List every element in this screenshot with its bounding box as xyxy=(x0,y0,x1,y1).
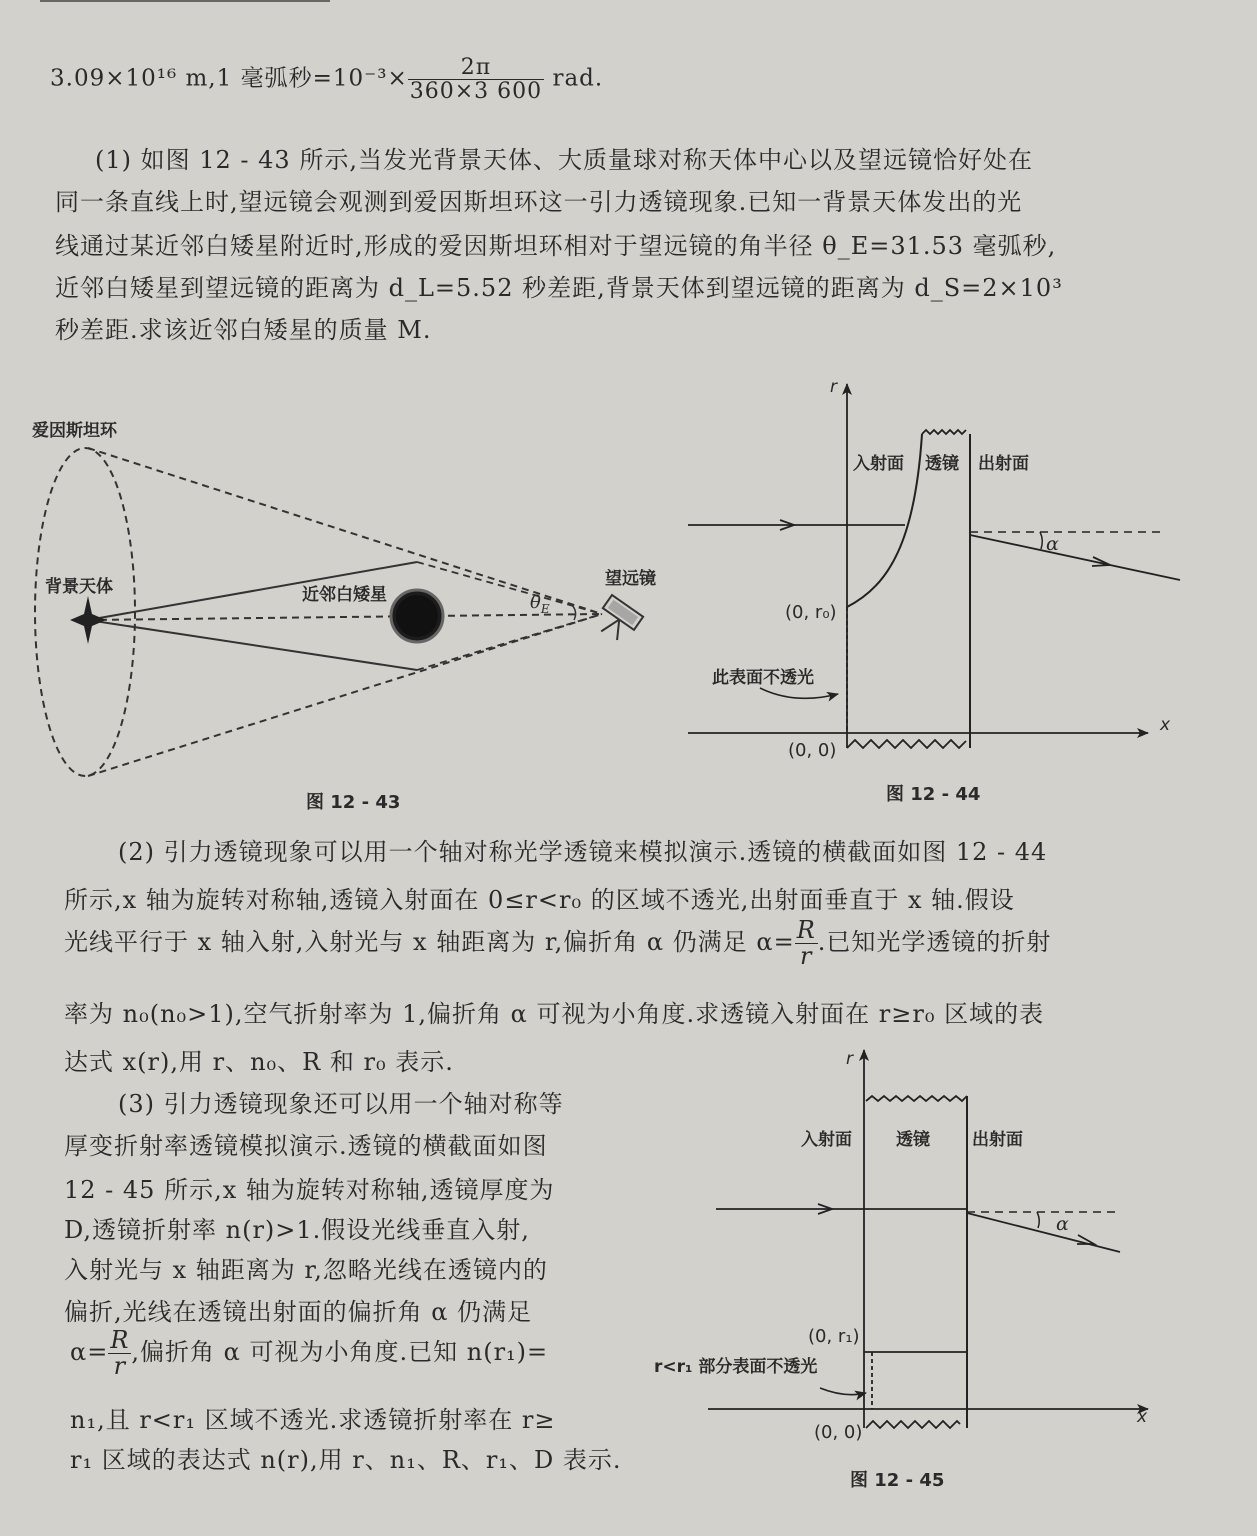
para1-line1: (1) 如图 12 - 43 所示,当发光背景天体、大质量球对称天体中心以及望远镜恰好处在 xyxy=(95,146,1033,174)
fig44-label-entry: 入射面 xyxy=(853,454,904,474)
fig45-label-alpha: α xyxy=(1056,1213,1069,1235)
para3-line8: n₁,且 r<r₁ 区域不透光.求透镜折射率在 r≥ xyxy=(70,1406,556,1434)
text-line-units: 3.09×10¹⁶ m,1 毫弧秒=10⁻³× $\frac{2\pi}{360\times 3 600}$ rad. xyxy=(50,55,604,105)
para3-line3: 12 - 45 所示,x 轴为旋转对称轴,透镜厚度为 xyxy=(64,1176,555,1204)
label-background-source: 背景天体 xyxy=(45,577,113,597)
para3-line2: 厚变折射率透镜模拟演示.透镜的横截面如图 xyxy=(64,1132,548,1160)
fig45-label-r1: (0, r₁) xyxy=(808,1326,860,1347)
para3-line7: α= $\frac{R}{r}$ ,偏折角 α 可视为小角度.已知 n(r₁)= xyxy=(70,1326,549,1381)
para3-line5: 入射光与 x 轴距离为 r,忽略光线在透镜内的 xyxy=(64,1256,548,1284)
fig44-axis-r-label: r xyxy=(830,377,837,397)
fig44-label-origin: (0, 0) xyxy=(788,740,837,761)
para1-line3: 线通过某近邻白矮星附近时,形成的爱因斯坦环相对于望远镜的角半径 θ_E=31.53 毫弧秒, xyxy=(55,232,1057,260)
fig45-label-exit: 出射面 xyxy=(972,1130,1023,1150)
para3-line1: (3) 引力透镜现象还可以用一个轴对称等 xyxy=(118,1090,564,1118)
fig44-label-exit: 出射面 xyxy=(978,454,1029,474)
label-telescope: 望远镜 xyxy=(605,569,656,589)
para3-line6: 偏折,光线在透镜出射面的偏折角 α 仍满足 xyxy=(64,1298,533,1326)
label-white-dwarf: 近邻白矮星 xyxy=(302,585,387,605)
para3-line4: D,透镜折射率 n(r)>1.假设光线垂直入射, xyxy=(64,1216,530,1244)
fig44-label-r0: (0, r₀) xyxy=(785,602,837,623)
fig45-label-entry: 入射面 xyxy=(801,1130,852,1150)
para1-line5: 秒差距.求该近邻白矮星的质量 M. xyxy=(55,316,432,344)
para2-line5: 达式 x(r),用 r、n₀、R 和 r₀ 表示. xyxy=(64,1048,454,1076)
para2-line3: 光线平行于 x 轴入射,入射光与 x 轴距离为 r,偏折角 α 仍满足 α= $\frac{R}{r}$ .已知光学透镜的折射 xyxy=(64,916,1052,971)
para3-line9: r₁ 区域的表达式 n(r),用 r、n₁、R、r₁、D 表示. xyxy=(70,1446,622,1474)
fig44-label-alpha: α xyxy=(1046,533,1059,555)
caption-fig-12-43: 图 12 - 43 xyxy=(306,792,401,813)
fig44-label-lens: 透镜 xyxy=(925,454,959,474)
para2-line2: 所示,x 轴为旋转对称轴,透镜入射面在 0≤r<r₀ 的区域不透光,出射面垂直于 x 轴.假设 xyxy=(64,886,1015,914)
fig45-label-lens: 透镜 xyxy=(896,1130,930,1150)
para2-line1: (2) 引力透镜现象可以用一个轴对称光学透镜来模拟演示.透镜的横截面如图 12 - 44 xyxy=(118,838,1048,866)
fig45-label-origin: (0, 0) xyxy=(814,1422,863,1443)
para2-line4: 率为 n₀(n₀>1),空气折射率为 1,偏折角 α 可视为小角度.求透镜入射面在 r≥r₀ 区域的表 xyxy=(64,1000,1045,1028)
fig45-axis-x-label: x xyxy=(1137,1407,1148,1427)
para1-line2: 同一条直线上时,望远镜会观测到爱因斯坦环这一引力透镜现象.已知一背景天体发出的光 xyxy=(55,188,1023,216)
para1-line4: 近邻白矮星到望远镜的距离为 d_L=5.52 秒差距,背景天体到望远镜的距离为 d_S=2×10³ xyxy=(55,274,1063,302)
fig45-axis-r-label: r xyxy=(846,1049,853,1069)
caption-fig-12-44: 图 12 - 44 xyxy=(886,784,981,805)
fig44-axis-x-label: x xyxy=(1160,715,1171,735)
fig45-label-opaque: r<r₁ 部分表面不透光 xyxy=(654,1357,818,1377)
label-einstein-ring: 爱因斯坦环 xyxy=(32,421,117,441)
label-theta-e: $\theta_E$ xyxy=(530,592,550,616)
caption-fig-12-45: 图 12 - 45 xyxy=(850,1470,945,1491)
fig44-label-opaque: 此表面不透光 xyxy=(712,668,814,688)
